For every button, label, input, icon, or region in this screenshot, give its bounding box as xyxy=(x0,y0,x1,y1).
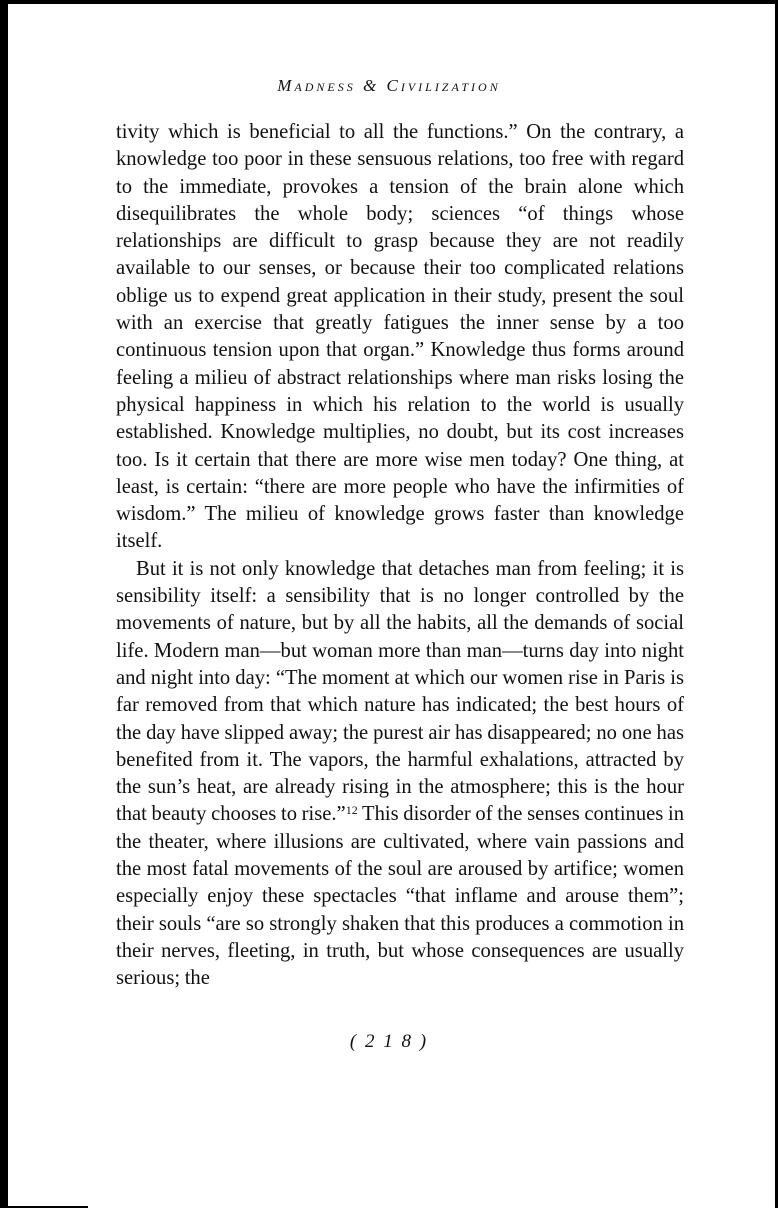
running-head: Madness & Civilization xyxy=(277,76,501,95)
paragraph-1: tivity which is beneficial to all the functions.” On the contrary, a knowledge too poor in these sensuous relations, too free with regard to the immediate, provokes a tension of the brain alone which disequilibrates the whole body; sciences “of things whose relationships are difficult to grasp because they are not readily available to our senses, or because their too complicated relations oblige us to expend great application in their study, present the soul with an exercise that greatly fatigues the inner sense by a too continuous tension upon that organ.” Knowledge thus forms around feeling a milieu of abstract relationships where man risks losing the physical happiness in which his relation to the world is usually established. Knowledge multiplies, no doubt, but its cost increases too. Is it certain that there are more wise men today? One thing, at least, is certain: “there are more people who have the infirmities of wisdom.” The milieu of knowledge grows faster than knowledge itself. xyxy=(116,121,684,553)
paragraph-2-text-after-note: This disorder of the senses continues in the theater, where illusions are cultivated, where vain passions and the most fatal movements of the soul are aroused by artifice; women especially enjoy these spectacles “that inflame and arouse them”; their souls “are so strongly shaken that this produces a commotion in their nerves, fleeting, in truth, but whose consequences are usually serious; the xyxy=(116,803,684,990)
paragraph-2 xyxy=(116,556,684,993)
paragraph-2-text-before-note: But it is not only knowledge that detaches man from feeling; it is sensibility itself: a sensibility that is no longer controlled by the movements of nature, but by all the habits, all the demands of social life. Modern man—but woman more than man—turns day into night and night into day: “The moment at which our women rise in Paris is far removed from that which nature has indicated; the best hours of the day have slipped away; the purest air has disappeared; no one has benefited from it. The vapors, the harmful exhalations, attracted by the sun’s heat, are already rising in the atmosphere; this is the hour that beauty chooses to rise.” xyxy=(116,557,684,826)
frame-left-edge xyxy=(0,0,8,1208)
footnote-marker: 12 xyxy=(345,803,358,818)
frame-top-edge xyxy=(8,0,778,4)
page-number: ( 2 1 8 ) xyxy=(349,1031,429,1052)
body-text xyxy=(116,119,684,993)
